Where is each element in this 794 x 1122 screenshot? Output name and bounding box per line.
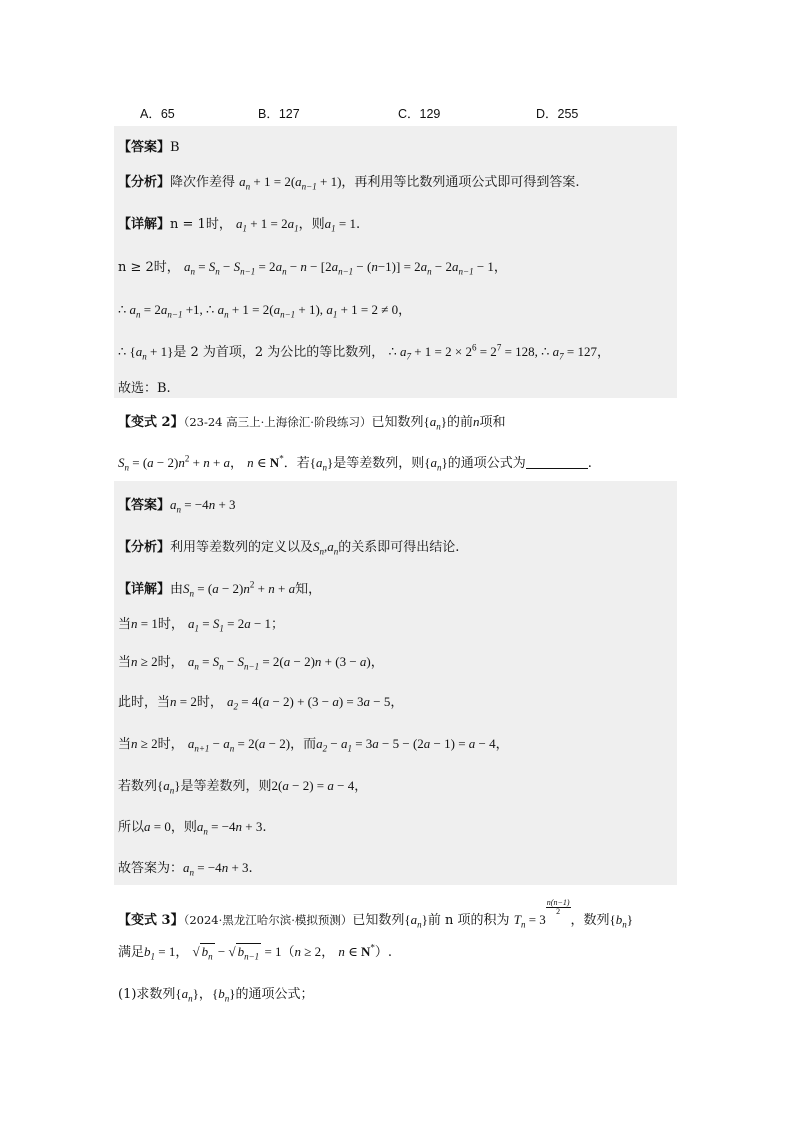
detail-line-11: 所以a = 0，则$a_n = -4n + 3$. bbox=[118, 819, 267, 837]
answer-line-2: 【答案】$a_n = -4n + 3$ bbox=[118, 497, 236, 515]
answer-value: B bbox=[170, 140, 180, 155]
detail-line-8: 此时，当n = 2时， $a_2 = 4(a - 2) + (3 - a) = 3a - 5$， bbox=[118, 694, 404, 712]
detail-line-4: ∴ $\{a_n + 1\}$是 2 为首项，2 为公比的等比数列， ∴ $a_7 + 1 = 2 \times 2^6 = 2^7 = 128$, ∴ $a_7 = 127$， bbox=[118, 342, 611, 362]
option-b: B．127 bbox=[258, 107, 300, 121]
variant-3-question-1: (1)求数列$\{a_n\}$，$\{b_n\}$的通项公式； bbox=[118, 986, 314, 1004]
detail-line-6: 当n = 1时， $a_1 = S_1 = 2a - 1$； bbox=[118, 616, 285, 634]
variant-3-stem-line-1: 【变式 3】（2024·黑龙江哈尔滨·模拟预测）已知数列$\{a_n\}$前 n 项的积为 $T_n = 3$ $\frac{n(n-1)}{2}$ ，数列$\{b_n\}$ bbox=[118, 898, 634, 930]
analysis-line-1: 【分析】降次作差得 $a_n + 1 = 2(a_{n-1} + 1)$，再利用等比数列通项公式即可得到答案. bbox=[118, 174, 580, 192]
detail-line-1: 【详解】n = 1时， $a_1 + 1 = 2a_1$，则$a_1 = 1$. bbox=[118, 216, 361, 234]
detail-line-3: ∴ $a_n = 2a_{n-1} +1$, ∴ $a_n + 1 = 2(a_{n-1} + 1)$, $a_1 + 1 = 2 \ne 0$， bbox=[118, 302, 412, 320]
variant-3-stem-line-2: 满足$b_1 = 1$， √ $b_n$ − √ $b_{n-1} = 1(n \ge 2$， n ∈ N*）. bbox=[118, 942, 392, 962]
detail-line-10: 若数列$\{a_n\}$是等差数列，则2(a − 2) = a − 4， bbox=[118, 778, 368, 796]
conclusion-line-1: 故选：B. bbox=[118, 381, 171, 396]
answer-line-1: 【答案】B bbox=[118, 140, 180, 155]
answer-blank[interactable] bbox=[526, 456, 588, 469]
variant-2-stem-line-1: 【变式 2】（23-24 高三上·上海徐汇·阶段练习）已知数列$\{a_n\}$的前n项和 bbox=[118, 414, 506, 432]
answer-options bbox=[118, 104, 678, 122]
detail-line-9: 当n ≥ 2时， $a_{n+1} - a_n = 2(a - 2)$，而$a_2 - a_1 = 3a - 5 - (2a - 1) = a - 4$， bbox=[118, 736, 509, 754]
option-a: A．65 bbox=[140, 107, 175, 121]
option-d: D．255 bbox=[536, 107, 579, 121]
detail-line-5: 【详解】由$S_n = (a - 2)n^2 + n + a$知， bbox=[118, 579, 322, 599]
final-answer-line: 故答案为：$a_n = -4n + 3$. bbox=[118, 860, 253, 878]
analysis-line-2: 【分析】利用等差数列的定义以及$S_n,a_n$的关系即可得出结论. bbox=[118, 539, 460, 557]
variant-2-stem-line-2: $S_n = (a - 2)n^2 + n + a$， n ∈ N*．若$\{a_n\}$是等差数列，则$\{a_n\}$的通项公式为 . bbox=[118, 453, 592, 473]
detail-line-2: n ≥ 2时， $a_n = S_n - S_{n-1} = 2a_n - n - [2a_{n-1} - (n-1)] = 2a_n - 2a_{n-1} - 1$， bbox=[118, 259, 507, 277]
option-c: C．129 bbox=[398, 107, 441, 121]
detail-line-7: 当n ≥ 2时， $a_n = S_n - S_{n-1} = 2(a - 2)n + (3 - a)$， bbox=[118, 654, 384, 672]
